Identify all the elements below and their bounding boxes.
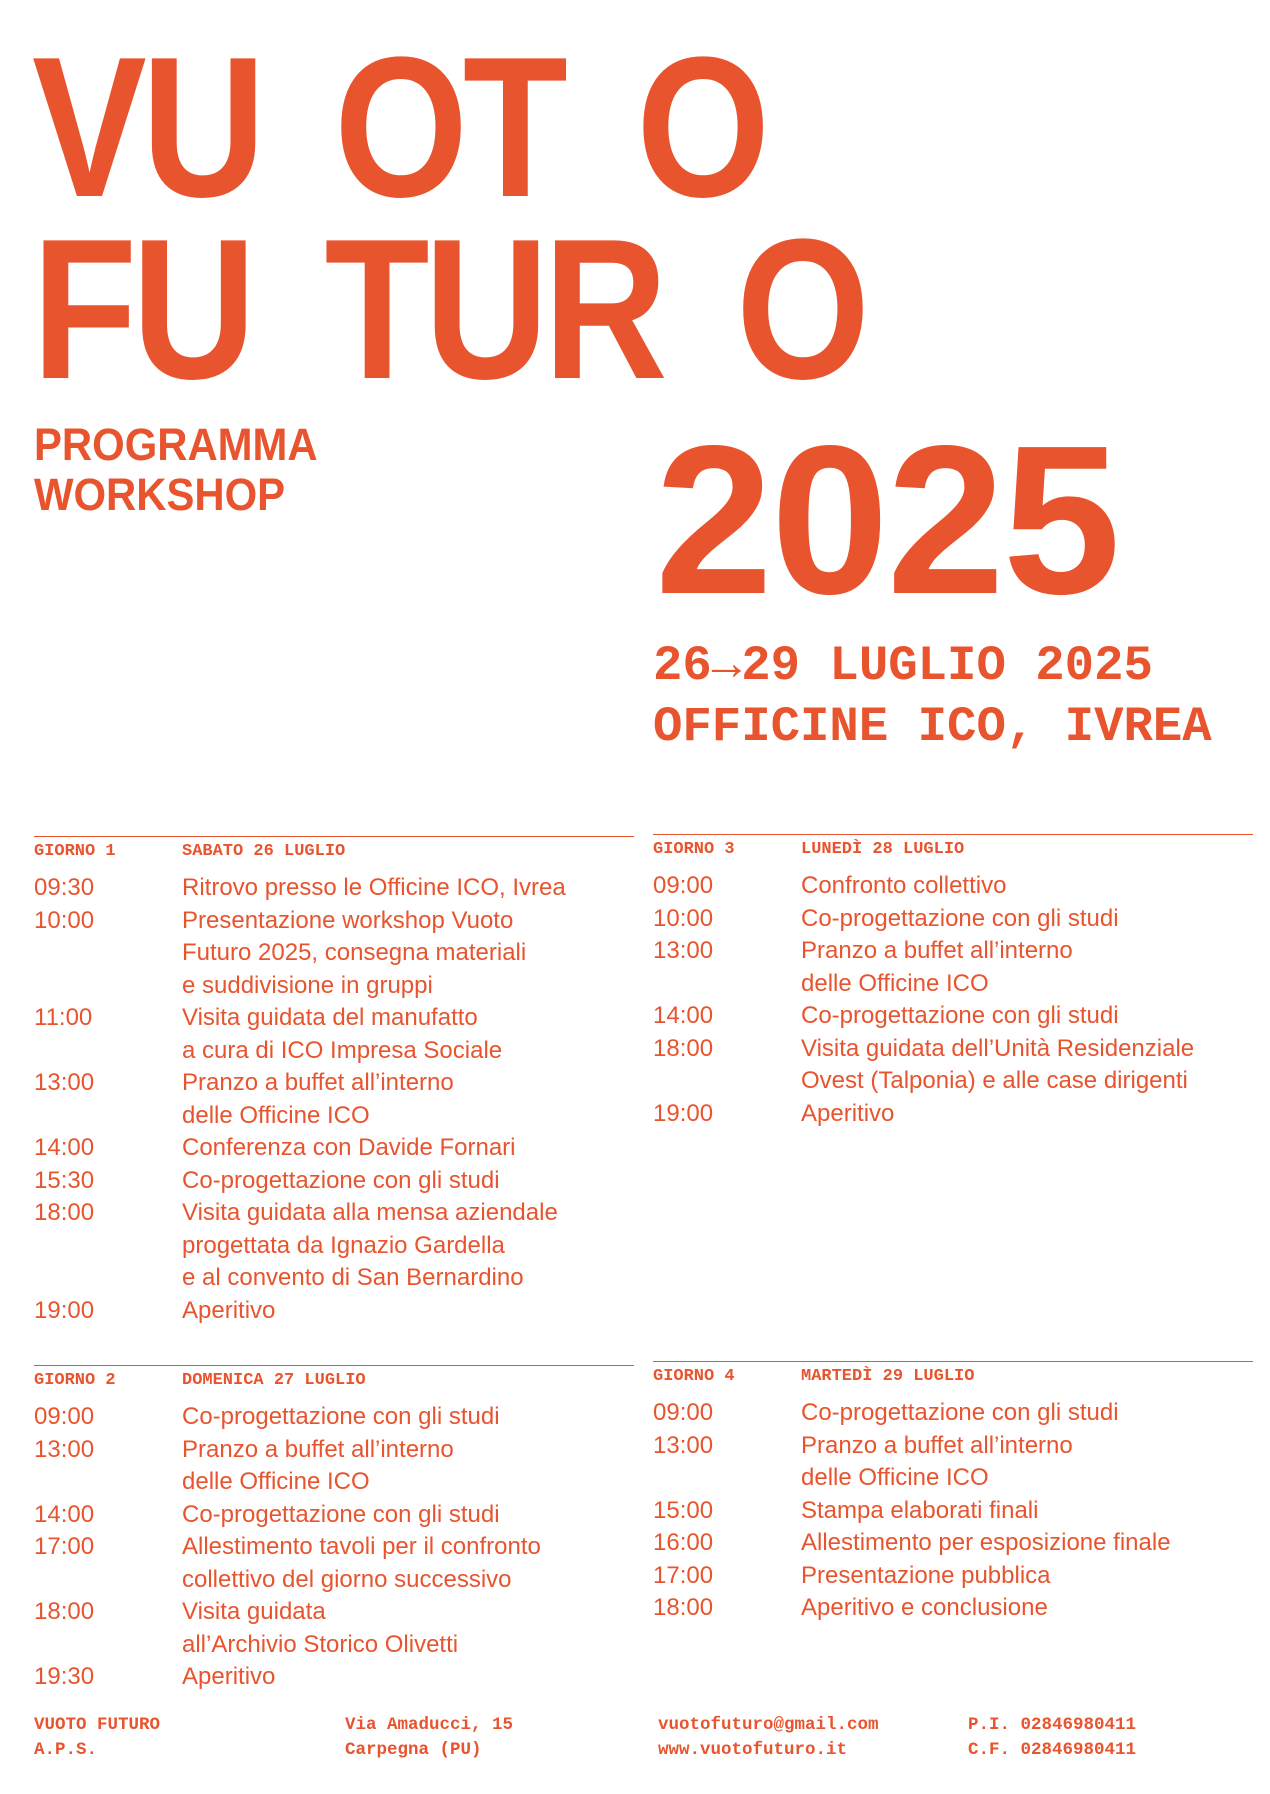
schedule-activity: Conferenza con Davide Fornari (182, 1134, 516, 1161)
schedule-time: 18:00 (34, 1199, 95, 1226)
schedule-item (34, 1531, 634, 1596)
schedule-activity: Co-progettazione con gli studi (801, 1399, 1119, 1426)
schedule-item (653, 1000, 1253, 1033)
day-label: GIORNO 3 (653, 840, 735, 859)
schedule-activity: Co-progettazione con gli studi (182, 1403, 500, 1430)
schedule-time: 09:00 (653, 872, 714, 899)
divider (653, 834, 1253, 835)
schedule-time: 10:00 (34, 906, 95, 934)
schedule-activity: Presentazione workshop Vuoto Futuro 2025, consegna materiali e suddivisione in gruppi (182, 906, 527, 999)
footer-address (345, 1713, 513, 1763)
day-3-schedule (653, 834, 1253, 1130)
schedule-item (653, 870, 1253, 903)
title-line-vuoto: VU OT O (32, 16, 765, 239)
schedule-time: 18:00 (34, 1598, 95, 1625)
schedule-item (34, 1002, 634, 1067)
day-label: GIORNO 2 (34, 1371, 116, 1390)
footer-org-type: A.P.S. (34, 1740, 98, 1760)
schedule-item (653, 1495, 1253, 1528)
schedule-item (34, 1295, 634, 1328)
divider (34, 836, 634, 837)
day-label: GIORNO 4 (653, 1367, 735, 1386)
schedule-activity: Ritrovo presso le Officine ICO, Ivrea (182, 874, 566, 901)
schedule-time: 19:30 (34, 1663, 95, 1690)
schedule-item (34, 1165, 634, 1198)
schedule-time: 13:00 (653, 937, 714, 964)
schedule-activity: Co-progettazione con gli studi (182, 1500, 500, 1528)
schedule-item (653, 903, 1253, 936)
schedule-time: 14:00 (653, 1002, 714, 1029)
day-date: DOMENICA 27 LUGLIO (182, 1371, 366, 1390)
schedule-activity: Co-progettazione con gli studi (801, 1002, 1119, 1029)
schedule-item (34, 1067, 634, 1132)
schedule-time: 13:00 (34, 1069, 95, 1096)
schedule-time: 13:00 (653, 1431, 714, 1459)
footer-website-link[interactable]: www.vuotofuturo.it (658, 1740, 848, 1760)
schedule-activity: Pranzo a buffet all’interno delle Officine ICO (182, 1435, 454, 1495)
footer-cf: C.F. 02846980411 (968, 1740, 1137, 1760)
schedule-activity: Confronto collettivo (801, 872, 1007, 899)
schedule-activity: Visita guidata alla mensa aziendale progettata da Ignazio Gardella e al convento di San Bernardino (182, 1199, 558, 1291)
footer-org-name: VUOTO FUTURO (34, 1715, 161, 1735)
schedule-time: 14:00 (34, 1500, 95, 1528)
schedule-activity: Aperitivo e conclusione (801, 1594, 1048, 1621)
schedule-activity: Pranzo a buffet all’interno delle Officine ICO (182, 1069, 454, 1129)
event-info (653, 636, 1212, 758)
schedule-item (653, 1033, 1253, 1098)
schedule-item (34, 1434, 634, 1499)
schedule-item (34, 1596, 634, 1661)
footer-tax-ids (968, 1713, 1136, 1763)
divider (34, 1365, 634, 1366)
schedule-time: 18:00 (653, 1034, 714, 1062)
schedule-time: 16:00 (653, 1529, 714, 1556)
footer-pi: P.I. 02846980411 (968, 1715, 1137, 1735)
schedule-activity: Co-progettazione con gli studi (182, 1166, 500, 1194)
schedule-activity: Aperitivo (182, 1296, 276, 1324)
subtitle-programma: PROGRAMMA (34, 419, 318, 470)
schedule-item (34, 1197, 634, 1295)
schedule-item (653, 1397, 1253, 1430)
schedule-item (653, 1560, 1253, 1593)
divider (653, 1361, 1253, 1362)
schedule-time: 09:00 (34, 1403, 95, 1430)
schedule-time: 09:00 (653, 1399, 714, 1426)
subtitle-workshop: WORKSHOP (34, 469, 286, 520)
schedule-activity: Co-progettazione con gli studi (801, 904, 1119, 932)
day-2-schedule (34, 1365, 634, 1694)
day-header (34, 1370, 634, 1392)
schedule-activity: Visita guidata del manufatto a cura di ICO Impresa Sociale (182, 1004, 503, 1064)
schedule-activity: Presentazione pubblica (801, 1561, 1051, 1589)
schedule-item (34, 1401, 634, 1434)
schedule-item (34, 1499, 634, 1532)
event-dates: 26→29 LUGLIO 2025 (653, 638, 1153, 694)
footer-city: Carpegna (PU) (345, 1740, 482, 1760)
schedule-time: 17:00 (34, 1533, 95, 1560)
schedule-time: 10:00 (653, 904, 714, 932)
footer-email-link[interactable]: vuotofuturo@gmail.com (658, 1715, 879, 1735)
schedule-item (653, 1592, 1253, 1625)
schedule-time: 14:00 (34, 1134, 95, 1161)
schedule-time: 19:00 (34, 1296, 95, 1324)
schedule-activity: Allestimento tavoli per il confronto collettivo del giorno successivo (182, 1533, 541, 1593)
schedule-item (653, 1430, 1253, 1495)
schedule-time: 18:00 (653, 1594, 714, 1621)
schedule-list (34, 872, 634, 1327)
day-header (653, 839, 1253, 861)
schedule-activity: Visita guidata all’Archivio Storico Olivetti (182, 1598, 459, 1658)
schedule-activity: Pranzo a buffet all’interno delle Officine ICO (801, 1431, 1073, 1491)
schedule-list (653, 1397, 1253, 1625)
schedule-time: 19:00 (653, 1099, 714, 1127)
footer-organization (34, 1713, 160, 1763)
schedule-time: 13:00 (34, 1435, 95, 1463)
schedule-time: 11:00 (34, 1004, 93, 1031)
subtitle (34, 420, 318, 520)
schedule-activity: Allestimento per esposizione finale (801, 1529, 1171, 1556)
schedule-list (653, 870, 1253, 1130)
schedule-activity: Stampa elaborati finali (801, 1496, 1039, 1524)
day-label: GIORNO 1 (34, 842, 116, 861)
title-line-futuro: FU TUR O (32, 198, 865, 421)
schedule-item (34, 872, 634, 905)
schedule-time: 09:30 (34, 874, 95, 901)
day-date: SABATO 26 LUGLIO (182, 842, 346, 861)
day-header (34, 841, 634, 863)
schedule-activity: Visita guidata dell’Unità Residenziale Ovest (Talponia) e alle case dirigenti (801, 1034, 1195, 1094)
day-date: LUNEDÌ 28 LUGLIO (801, 840, 965, 859)
day-date: MARTEDÌ 29 LUGLIO (801, 1367, 975, 1386)
day-1-schedule (34, 836, 634, 1327)
footer-street: Via Amaducci, 15 (345, 1715, 514, 1735)
schedule-item (653, 935, 1253, 1000)
day-4-schedule (653, 1361, 1253, 1625)
schedule-item (34, 1132, 634, 1165)
schedule-item (34, 1661, 634, 1694)
schedule-item (653, 1098, 1253, 1131)
schedule-activity: Pranzo a buffet all’interno delle Officine ICO (801, 937, 1073, 997)
schedule-item (653, 1527, 1253, 1560)
schedule-time: 15:30 (34, 1166, 95, 1194)
schedule-item (34, 905, 634, 1003)
schedule-list (34, 1401, 634, 1694)
schedule-activity: Aperitivo (182, 1663, 276, 1690)
event-venue: OFFICINE ICO, IVREA (653, 699, 1212, 755)
day-header (653, 1366, 1253, 1388)
title-year: 2025 (655, 401, 1119, 638)
footer-contacts (658, 1713, 879, 1763)
schedule-time: 17:00 (653, 1561, 714, 1589)
schedule-activity: Aperitivo (801, 1099, 895, 1127)
schedule-time: 15:00 (653, 1496, 714, 1524)
